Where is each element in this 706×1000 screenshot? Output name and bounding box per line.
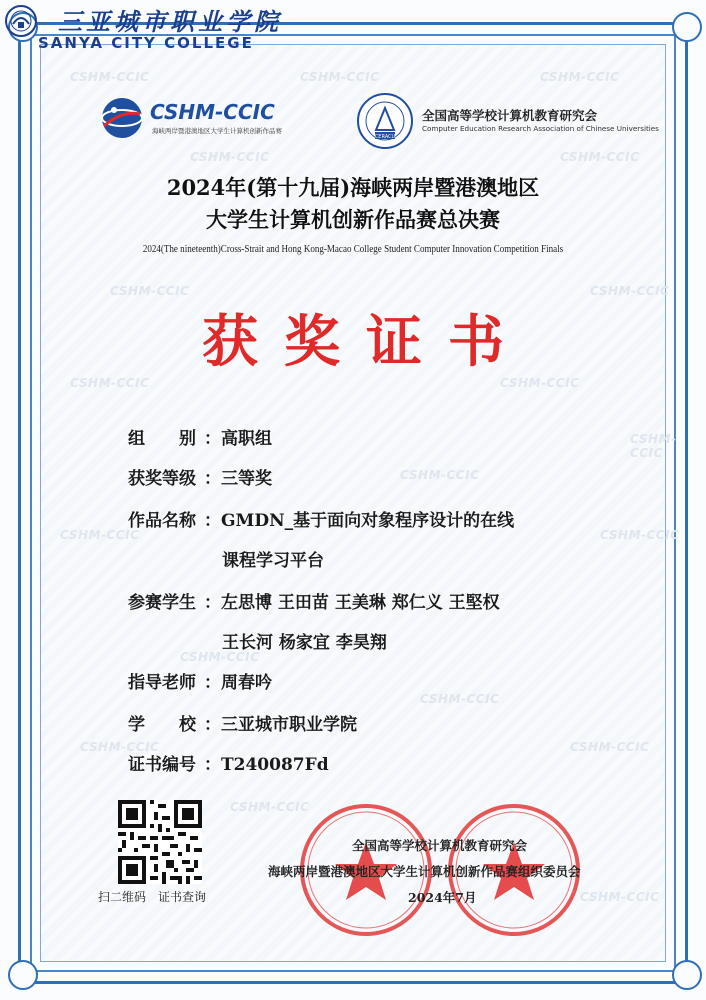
watermark-text: CSHM-CCIC <box>70 70 150 84</box>
field-label: 作品名称 <box>128 511 196 531</box>
field-label: 组 别 <box>128 429 196 449</box>
field-label: 学 校 <box>128 715 196 735</box>
watermark-text: CSHM-CCIC <box>600 528 680 542</box>
competition-title-english: 2024(The nineteenth)Cross-Strait and Hong Kong-Macao College Student Computer Innovation Competition Finals <box>142 244 564 255</box>
field-colon: ： <box>204 715 221 735</box>
college-name-en: SANYA CITY COLLEGE <box>38 34 254 52</box>
watermark-text: CSHM-CCIC <box>580 890 660 904</box>
watermark-text: CSHM-CCIC <box>180 650 260 664</box>
field-colon: ： <box>204 511 221 531</box>
issue-date: 2024年7月 <box>408 890 477 905</box>
college-name-cn: 三亚城市职业学院 <box>58 7 282 36</box>
field-students <box>128 588 500 613</box>
field-label: 获奖等级 <box>128 469 196 489</box>
field-value: T240087Fd <box>221 755 329 775</box>
watermark-text: CSHM-CCIC <box>500 376 580 390</box>
cshm-logo-subtitle: 海峡两岸暨港澳地区大学生计算机创新作品赛 <box>152 127 282 135</box>
watermark-text: CSHM-CCIC <box>70 376 150 390</box>
field-value: 左思博 王田苗 王美琳 郑仁义 王堅权 <box>221 593 500 613</box>
issuer-association: 全国高等学校计算机教育研究会 <box>352 838 528 853</box>
watermark-text: CSHM-CCIC <box>560 150 640 164</box>
field-colon: ： <box>204 593 221 613</box>
field-advisor <box>128 668 272 693</box>
field-label: 证书编号 <box>128 755 196 775</box>
field-value: 周春吟 <box>221 673 272 693</box>
college-emblem-icon <box>4 4 38 38</box>
field-value: 三亚城市职业学院 <box>221 715 357 735</box>
association-seal-icon <box>356 92 414 150</box>
field-value: GMDN_基于面向对象程序设计的在线 <box>221 511 515 531</box>
competition-title-line2: 大学生计算机创新作品赛总决赛 <box>206 207 500 232</box>
cshm-globe-logo-icon <box>100 96 144 140</box>
field-label: 指导老师 <box>128 673 196 693</box>
association-name-cn: 全国高等学校计算机教育研究会 <box>422 108 598 123</box>
field-school <box>128 710 357 735</box>
field-value: 高职组 <box>221 429 272 449</box>
watermark-text: CSHM-CCIC <box>230 800 310 814</box>
certificate-heading: 获奖证书 <box>202 309 530 375</box>
cshm-logo-title: CSHM-CCIC <box>150 100 275 124</box>
qr-code[interactable] <box>118 800 202 884</box>
qr-caption: 扫二维码 证书查询 <box>98 890 207 904</box>
corner-ornament <box>8 960 38 990</box>
watermark-text: CSHM-CCIC <box>570 740 650 754</box>
field-work-name <box>128 506 514 531</box>
watermark-text: CSHM-CCIC <box>300 70 380 84</box>
watermark-text: CSHM-CCIC <box>420 692 500 706</box>
watermark-text: CSHM-CCIC <box>400 468 480 482</box>
field-label: 参赛学生 <box>128 593 196 613</box>
field-colon: ： <box>204 673 221 693</box>
corner-ornament <box>672 960 702 990</box>
field-work-name-continued: 课程学习平台 <box>222 551 324 571</box>
corner-ornament <box>672 12 702 42</box>
watermark-text: CSHM-CCIC <box>590 284 670 298</box>
watermark-text: CSHM-CCIC <box>540 70 620 84</box>
watermark-text: CSHM-CCIC <box>60 528 140 542</box>
watermark-text: CSHM-CCIC <box>110 284 190 298</box>
competition-title-line1: 2024年(第十九届)海峡两岸暨港澳地区 <box>166 175 540 200</box>
field-group <box>128 424 272 449</box>
association-name-en: Computer Education Research Association of Chinese Universities <box>422 124 659 133</box>
watermark-text: CSHM-CCIC <box>630 432 677 460</box>
field-colon: ： <box>204 429 221 449</box>
watermark-text: CSHM-CCIC <box>80 740 160 754</box>
field-students-continued: 王长河 杨家宜 李昊翔 <box>222 633 387 653</box>
association-abbr: CERACU <box>374 134 396 140</box>
field-certificate-number <box>128 750 329 775</box>
issuer-committee: 海峡两岸暨港澳地区大学生计算机创新作品赛组织委员会 <box>268 864 581 879</box>
watermark-text: CSHM-CCIC <box>190 150 270 164</box>
field-colon: ： <box>204 755 221 775</box>
field-value: 三等奖 <box>221 469 272 489</box>
field-award-level <box>128 464 272 489</box>
field-colon: ： <box>204 469 221 489</box>
